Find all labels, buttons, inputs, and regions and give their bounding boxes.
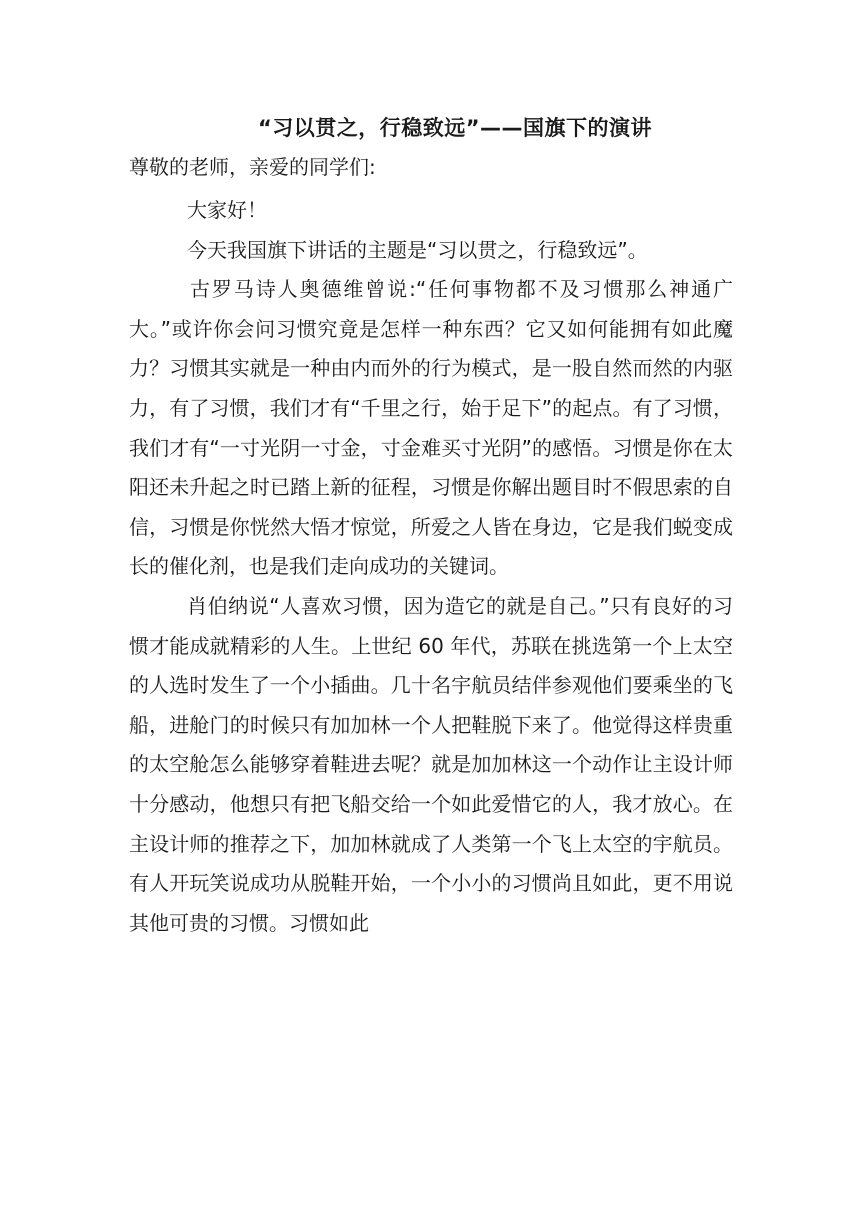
document-body bbox=[129, 110, 733, 943]
paragraph-habit-power: 古罗马诗人奥德维曾说:“任何事物都不及习惯那么神通广大。”或许你会问习惯究竟是怎样一种东西？它又如何能拥有如此魔力？习惯其实就是一种由内而外的行为模式，是一股自然而然的内驱力，有了习惯，我们才有“千里之行，始于足下”的起点。有了习惯，我们才有“一寸光阴一寸金，寸金难买寸光阴”的感悟。习惯是你在太阳还未升起之时已踏上新的征程，习惯是你解出题目时不假思索的自信，习惯是你恍然大悟才惊觉，所爱之人皆在身边，它是我们蜕变成长的催化剂，也是我们走向成功的关键词。 bbox=[129, 277, 733, 579]
salutation: 尊敬的老师，亲爱的同学们: bbox=[129, 155, 376, 179]
greeting: 大家好！ bbox=[187, 198, 267, 222]
paragraph-theme: 今天我国旗下讲话的主题是“习以贯之，行稳致远”。 bbox=[187, 237, 648, 262]
document-title: “习以贯之，行稳致远”——国旗下的演讲 bbox=[257, 116, 653, 140]
paragraph-gagarin-story: 肖伯纳说“人喜欢习惯，因为造它的就是自己。”只有良好的习惯才能成就精彩的人生。上世纪 60 年代，苏联在挑选第一个上太空的人选时发生了一个小插曲。几十名宇航员结伴参观他们要乘坐的飞船，进舱门的时候只有加加林一个人把鞋脱下来了。他觉得这样贵重的太空舱怎么能够穿着鞋进去呢？就是加加林这一个动作让主设计师十分感动，他想只有把飞船交给一个如此爱惜它的人，我才放心。在主设计师的推荐之下，加加林就成了人类第一个飞上太空的宇航员。有人开玩笑说成功从脱鞋开始，一个小小的习惯尚且如此，更不用说其他可贵的习惯。习惯如此 bbox=[129, 593, 733, 935]
